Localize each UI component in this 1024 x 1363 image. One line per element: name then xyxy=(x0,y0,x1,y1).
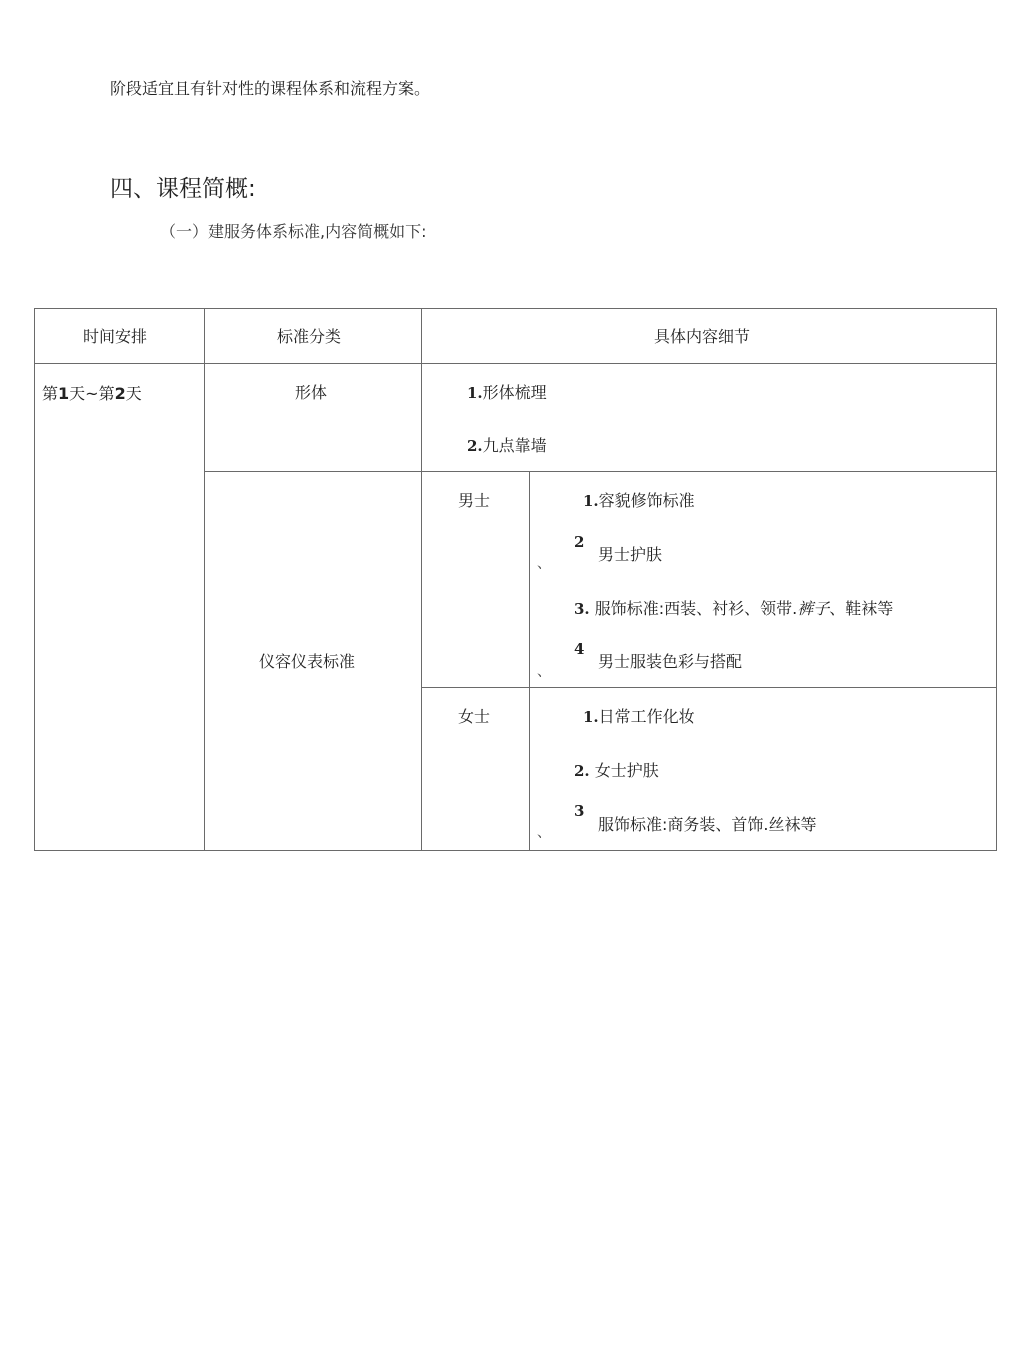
table-header-divider xyxy=(34,363,997,364)
category-posture: 形体 xyxy=(295,383,328,402)
male-item: 3. 服饰标准:西装、衬衫、领带.裤子、鞋袜等 xyxy=(574,599,894,618)
female-item: 1.日常工作化妆 xyxy=(583,707,695,726)
header-time: 时间安排 xyxy=(83,327,148,346)
posture-item: 1.形体梳理 xyxy=(467,383,547,402)
table-subrow-divider xyxy=(421,687,997,688)
enum-mark: 、 xyxy=(537,556,551,572)
subsection-heading: （一）建服务体系标准,内容简概如下: xyxy=(160,222,427,241)
category-appearance: 仪容仪表标准 xyxy=(259,652,356,671)
table-border-left xyxy=(34,308,35,851)
female-label: 女士 xyxy=(458,707,491,726)
male-item: 1.容貌修饰标准 xyxy=(583,491,695,510)
table-border-right xyxy=(996,308,997,851)
table-row-divider xyxy=(204,471,997,472)
item-number: 2 xyxy=(574,533,585,551)
item-number: 4 xyxy=(574,640,585,658)
table-col-divider xyxy=(421,308,422,851)
table-border-bottom xyxy=(34,850,997,851)
time-range: 第1天~第2天 xyxy=(42,384,142,403)
table-col-divider xyxy=(204,308,205,851)
table-border-top xyxy=(34,308,997,309)
female-item: 服饰标准:商务装、首饰.丝袜等 xyxy=(598,815,817,834)
section-heading: 四、课程简概: xyxy=(110,176,256,202)
posture-item: 2.九点靠墙 xyxy=(467,436,547,455)
enum-mark: 、 xyxy=(537,664,551,680)
male-item: 男士护肤 xyxy=(598,545,663,564)
male-label: 男士 xyxy=(458,491,491,510)
enum-mark: 、 xyxy=(537,825,551,841)
female-item: 2. 女士护肤 xyxy=(574,761,659,780)
male-item: 男士服装色彩与搭配 xyxy=(598,652,743,671)
header-category: 标准分类 xyxy=(277,327,342,346)
header-details: 具体内容细节 xyxy=(654,327,751,346)
item-number: 3 xyxy=(574,802,585,820)
table-col-divider xyxy=(529,471,530,851)
intro-paragraph: 阶段适宜且有针对性的课程体系和流程方案。 xyxy=(110,79,431,98)
